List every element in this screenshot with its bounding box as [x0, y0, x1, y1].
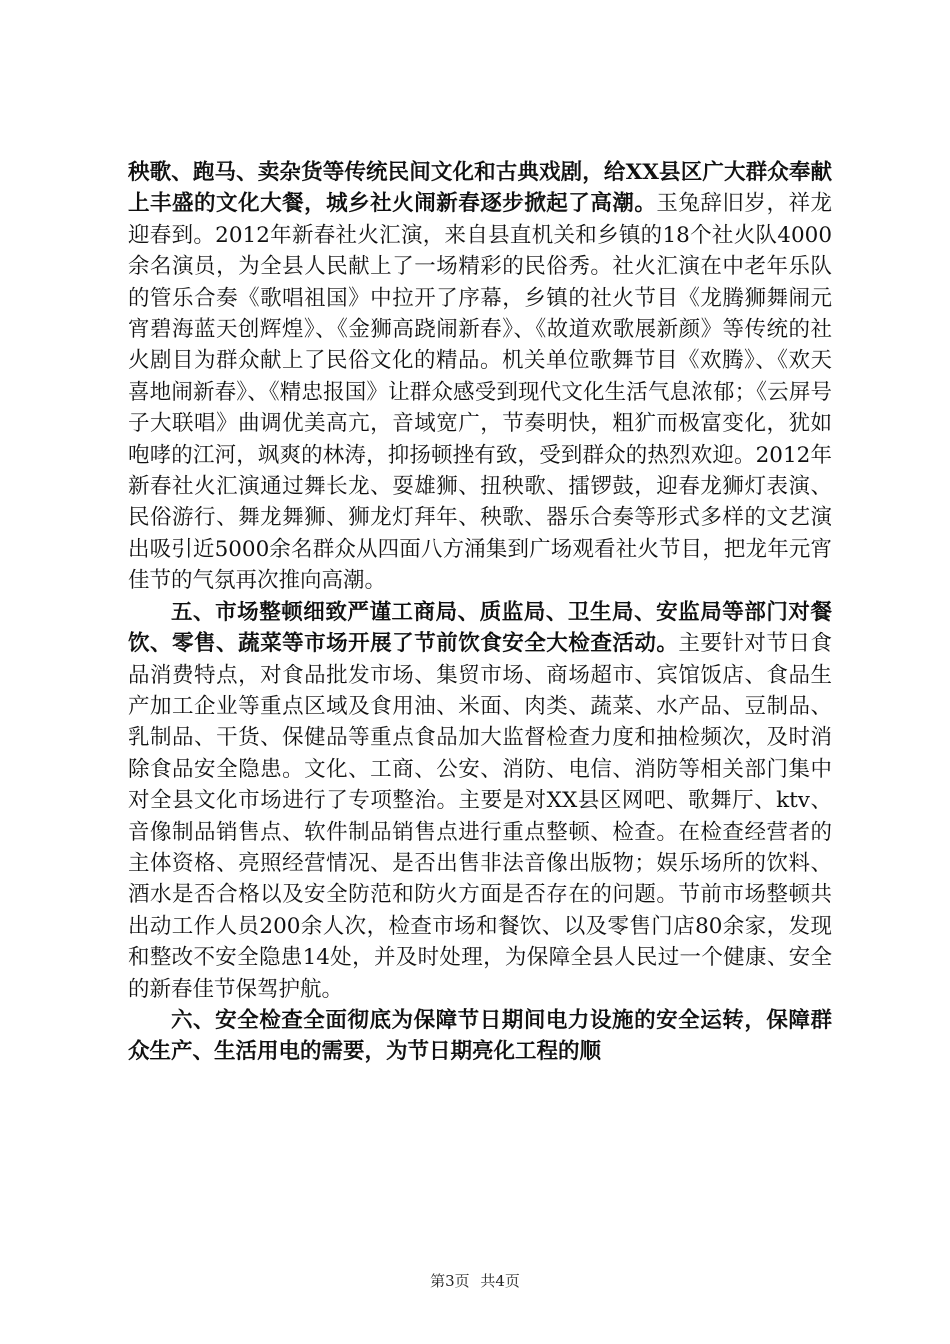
paragraph-market [128, 597, 832, 1005]
page-footer [0, 1270, 950, 1291]
paragraph-culture-body: 玉兔辞旧岁，祥龙迎春到。2012年新春社火汇演，来自县直机关和乡镇的18个社火队4000余名演员，为全县人民献上了一场精彩的民俗秀。社火汇演在中老年乐队的管乐合奏《歌唱祖国》中拉开了序幕，乡镇的社火节目《龙腾狮舞闹元宵碧海蓝天创辉煌》、《金狮高跷闹新春》、《故道欢歌展新颜》等传统的社火剧目为群众献上了民俗文化的精品。机关单位歌舞节目《欢腾》、《欢天喜地闹新春》、《精忠报国》让群众感受到现代文化生活气息浓郁；《云屏号子大联唱》曲调优美高亢，音域宽广，节奏明快，粗犷而极富变化，犹如咆哮的江河，飒爽的林涛，抑扬顿挫有致，受到群众的热烈欢迎。2012年新春社火汇演通过舞长龙、耍雄狮、扭秧歌、擂锣鼓，迎春龙狮灯表演、民俗游行、舞龙舞狮、狮龙灯拜年、秧歌、器乐合奏等形式多样的文艺演出吸引近5000余名群众从四面八方涌集到广场观看社火节目，把龙年元宵佳节的气氛再次推向高潮。 [128, 191, 832, 594]
paragraph-culture [128, 157, 832, 597]
document-body [128, 157, 832, 1068]
paragraph-culture-lead: 秧歌、跑马、卖杂货等传统民间文化和古典戏剧，给XX县区广大群众奉献上丰盛的文化大餐，城乡社火闹新春逐步掀起了高潮。 [128, 160, 832, 217]
paragraph-market-body: 主要针对节日食品消费特点，对食品批发市场、集贸市场、商场超市、宾馆饭店、食品生产加工企业等重点区域及食用油、米面、肉类、蔬菜、水产品、豆制品、乳制品、干货、保健品等重点食品加大监督检查力度和抽检频次，及时消除食品安全隐患。文化、工商、公安、消防、电信、消防等相关部门集中对全县文化市场进行了专项整治。主要是对XX县区网吧、歌舞厅、ktv、音像制品销售点、软件制品销售点进行重点整顿、检查。在检查经营者的主体资格、亮照经营情况、是否出售非法音像出版物；娱乐场所的饮料、酒水是否合格以及安全防范和防火方面是否存在的问题。节前市场整顿共出动工作人员200余人次，检查市场和餐饮、以及零售门店80余家，发现和整改不安全隐患14处，并及时处理，为保障全县人民过一个健康、安全的新春佳节保驾护航。 [128, 631, 832, 1002]
paragraph-safety-lead: 六、安全检查全面彻底为保障节日期间电力设施的安全运转，保障群众生产、生活用电的需要，为节日期亮化工程的顺 [128, 1007, 832, 1065]
page-number: 第3页 [430, 1272, 470, 1290]
page-total: 共4页 [480, 1272, 520, 1290]
paragraph-safety [128, 1005, 832, 1068]
paragraph-market-lead: 五、市场整顿细致严谨工商局、质监局、卫生局、安监局等部门对餐饮、零售、蔬菜等市场开展了节前饮食安全大检查活动。 [128, 599, 832, 657]
